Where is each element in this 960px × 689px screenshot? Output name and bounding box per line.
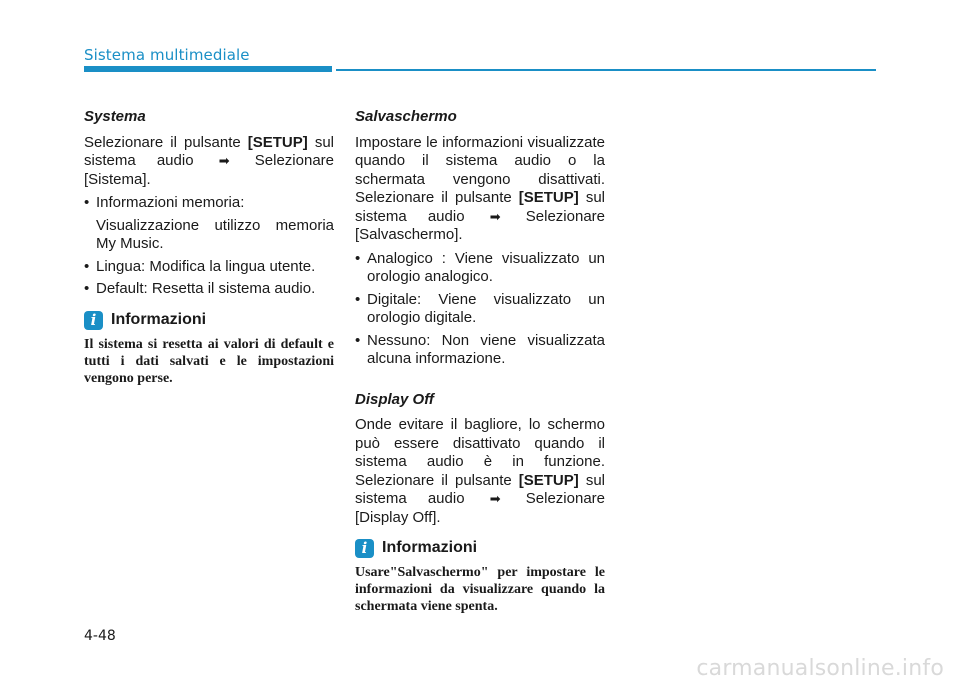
watermark: carmanualsonline.info — [696, 656, 944, 681]
page-number: 4-48 — [84, 628, 116, 644]
intro-text: Impostare le informazioni visualizzate quando il sistema audio o la schermata vengono disattivati. Selezionare il pulsante — [355, 133, 605, 206]
list-item: • Nessuno: Non viene visualizzata alcuna informazione. — [355, 332, 605, 369]
arrow-right-icon: ➡ — [489, 208, 501, 224]
intro-text: Selezionare il pulsante — [84, 133, 248, 151]
salvaschermo-bullet-list — [355, 250, 605, 369]
info-title: Informazioni — [382, 539, 478, 557]
info-icon: i — [84, 311, 103, 330]
left-column — [84, 108, 334, 387]
header-rule-thick — [84, 66, 332, 72]
salvaschermo-intro — [355, 134, 605, 245]
header-rule-thin — [336, 69, 876, 71]
bullet-detail: Visualizzazione utilizzo memoria My Music. — [96, 216, 334, 252]
intro-text: Selezionare [Sistema]. — [84, 152, 335, 188]
systema-intro — [84, 134, 334, 190]
right-column — [355, 108, 605, 615]
section-title-display-off: Display Off — [355, 390, 434, 408]
setup-key-label: [SETUP] — [247, 133, 308, 151]
arrow-right-icon: ➡ — [218, 153, 230, 168]
systema-bullet-list-2 — [84, 258, 334, 299]
systema-bullet-list — [84, 194, 334, 213]
info-heading — [84, 311, 334, 330]
section-header-title: Sistema multimediale — [84, 46, 250, 64]
info-text: Usare"Salvaschermo" per impostare le informazioni da visualizzare quando la schermata viene spenta. — [355, 565, 605, 614]
intro-text: sul sistema audio — [355, 189, 605, 225]
intro-text: sul sistema audio — [84, 133, 334, 169]
section-title-salvaschermo: Salvaschermo — [355, 108, 457, 125]
setup-key-label: [SETUP] — [518, 189, 579, 206]
intro-text: Selezionare [Salvaschermo]. — [355, 207, 606, 243]
spacer — [355, 373, 605, 391]
intro-text: Onde evitare il bagliore, lo schermo può essere disattivato quando il sistema audio è in funzione. Selezionare il pulsante — [355, 416, 605, 489]
list-item: • Analogico : Viene visualizzato un orologio analogico. — [355, 250, 605, 287]
section-title-systema: Systema — [84, 108, 146, 125]
display-off-intro — [355, 416, 605, 527]
intro-text: sul sistema audio — [355, 471, 605, 507]
list-item: • Lingua: Modifica la lingua utente. — [84, 258, 334, 277]
setup-key-label: [SETUP] — [518, 471, 579, 489]
list-item: • Default: Resetta il sistema audio. — [84, 280, 334, 299]
info-text: Il sistema si resetta ai valori di default e tutti i dati salvati e le impostazioni vengono perse. — [84, 336, 334, 386]
info-title: Informazioni — [111, 310, 207, 328]
list-item: • Informazioni memoria: — [84, 194, 334, 213]
intro-text: Selezionare [Display Off]. — [355, 490, 606, 526]
info-heading — [355, 539, 605, 558]
arrow-right-icon: ➡ — [489, 491, 501, 506]
info-icon: i — [355, 539, 374, 558]
list-item: • Digitale: Viene visualizzato un orologio digitale. — [355, 291, 605, 328]
